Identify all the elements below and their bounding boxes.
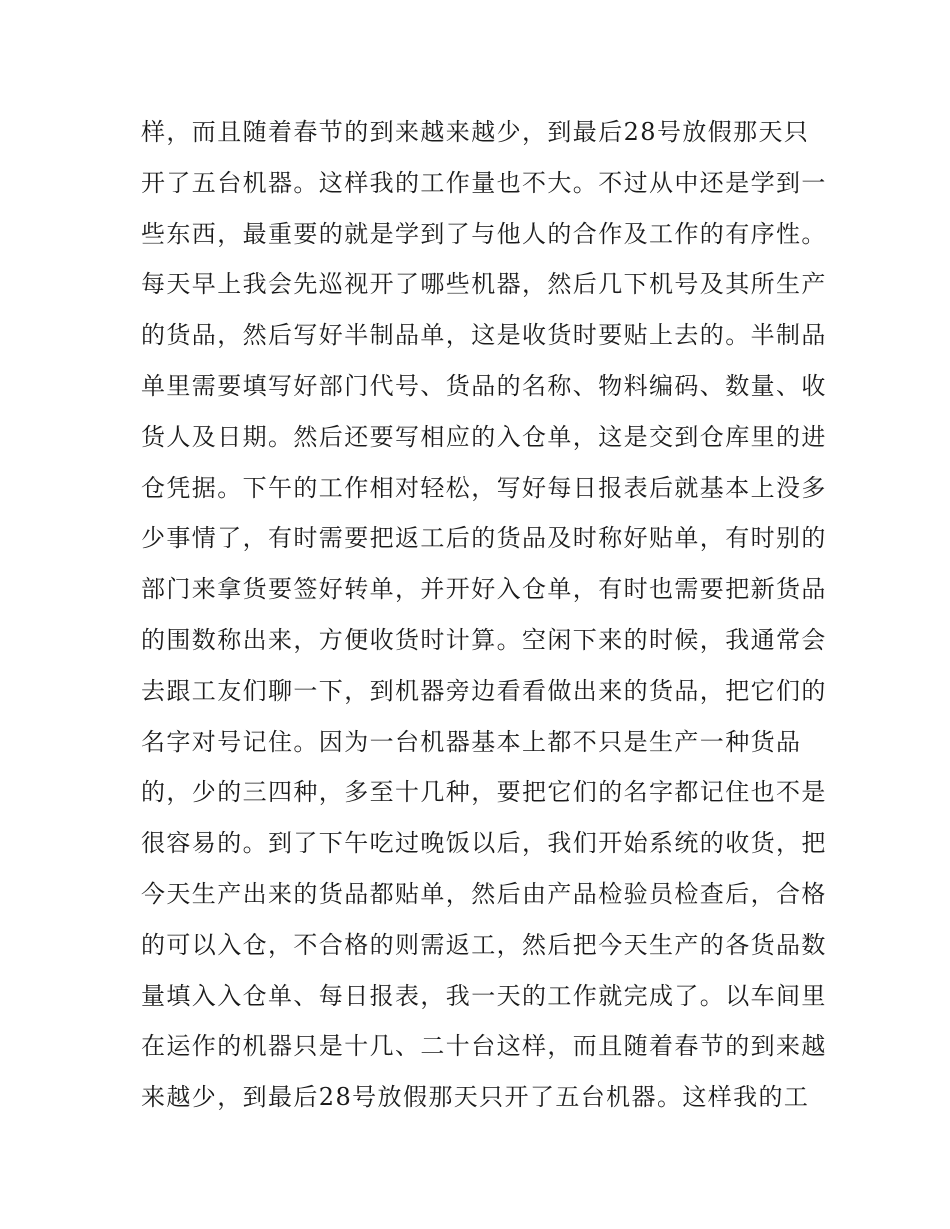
text-line: 的，少的三四种，多至十几种，要把它们的名字都记住也不是 xyxy=(141,778,827,807)
text-line: 部门来拿货要签好转单，并开好入仓单，有时也需要把新货品 xyxy=(141,575,827,604)
text-line: 货人及日期。然后还要写相应的入仓单，这是交到仓库里的进 xyxy=(141,422,827,451)
text-line: 在运作的机器只是十几、二十台这样，而且随着春节的到来越 xyxy=(141,1032,827,1061)
text-line: 的货品，然后写好半制品单，这是收货时要贴上去的。半制品 xyxy=(141,321,827,350)
text-line: 单里需要填写好部门代号、货品的名称、物料编码、数量、收 xyxy=(141,371,827,400)
text-line: 来越少，到最后28号放假那天只开了五台机器。这样我的工 xyxy=(141,1083,810,1112)
text-line: 名字对号记住。因为一台机器基本上都不只是生产一种货品 xyxy=(141,727,802,756)
text-line: 的围数称出来，方便收货时计算。空闲下来的时候，我通常会 xyxy=(141,625,827,654)
text-line: 仓凭据。下午的工作相对轻松，写好每日报表后就基本上没多 xyxy=(141,473,827,502)
text-line: 的可以入仓，不合格的则需返工，然后把今天生产的各货品数 xyxy=(141,930,827,959)
text-line: 去跟工友们聊一下，到机器旁边看看做出来的货品，把它们的 xyxy=(141,676,827,705)
text-line: 量填入入仓单、每日报表，我一天的工作就完成了。以车间里 xyxy=(141,981,827,1010)
body-text xyxy=(141,107,827,1123)
text-line: 开了五台机器。这样我的工作量也不大。不过从中还是学到一 xyxy=(141,168,827,197)
text-line: 很容易的。到了下午吃过晚饭以后，我们开始系统的收货，把 xyxy=(141,829,827,858)
text-line: 少事情了，有时需要把返工后的货品及时称好贴单，有时别的 xyxy=(141,524,827,553)
text-line: 每天早上我会先巡视开了哪些机器，然后几下机号及其所生产 xyxy=(141,270,827,299)
text-line: 些东西，最重要的就是学到了与他人的合作及工作的有序性。 xyxy=(141,219,827,248)
text-line: 今天生产出来的货品都贴单，然后由产品检验员检查后，合格 xyxy=(141,879,827,908)
text-line: 样，而且随着春节的到来越来越少，到最后28号放假那天只 xyxy=(141,118,810,146)
